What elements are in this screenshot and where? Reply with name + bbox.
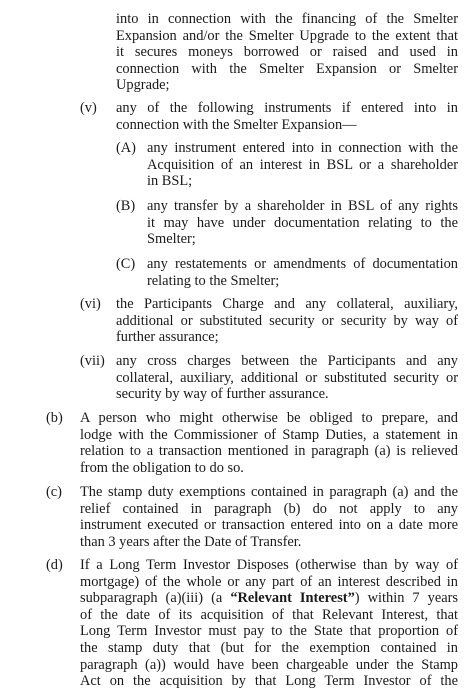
text-line: Long Term Investor must pay to the State that proportion of (80, 623, 458, 640)
text-line: it secures moneys borrowed or raised and used in (116, 44, 458, 61)
text-line: relating to the Smelter; (147, 272, 280, 289)
clause-text (116, 100, 458, 133)
text-fragment: subparagraph (a)(iii) (a (80, 590, 231, 607)
text-line: additional or substituted security or security by way of (116, 312, 458, 329)
text-line: of the date of its acquisition of that Relevant Interest, that (80, 606, 458, 623)
clause-label: (C) (116, 256, 136, 272)
text-line: the stamp duty that (but for the exemption contained in (80, 639, 458, 656)
clause-B (116, 198, 458, 248)
clause-iv-text (116, 11, 458, 94)
clause-text (116, 296, 458, 346)
text-line: the Participants Charge and any collateral, auxiliary, (116, 296, 458, 312)
clause-vi (80, 296, 458, 346)
paragraph-c (46, 484, 458, 550)
text-line: further assurance; (116, 329, 219, 346)
paragraph-label: (b) (46, 410, 63, 426)
text-line: Acquisition of an interest in BSL or a shareholder (147, 156, 458, 173)
clause-text (116, 353, 458, 403)
text-line: A person who might otherwise be obliged to prepare, and (80, 410, 458, 426)
clause-vii (80, 353, 458, 403)
paragraph-label: (c) (46, 484, 62, 500)
clause-v (80, 100, 458, 133)
paragraph-b (46, 410, 458, 476)
clause-C (116, 256, 458, 289)
text-fragment: ) within 7 years (354, 590, 459, 607)
text-line: into in connection with the financing of the Smelter (116, 11, 458, 27)
text-line: instrument executed or transaction entered into on a date more (80, 517, 458, 534)
text-line: any restatements or amendments of documentation (147, 256, 458, 272)
text-line: any instrument entered into in connection with the (147, 140, 458, 156)
text-line: Upgrade; (116, 77, 170, 94)
clause-label: (vi) (80, 296, 101, 312)
text-line: Expansion and/or the Smelter Upgrade to the extent that (116, 27, 458, 44)
text-line: mortgage) of the whole or any part of an interest described in (80, 573, 458, 590)
text-line: in BSL; (147, 173, 193, 190)
paragraph-label: (d) (46, 557, 63, 573)
paragraph-text (80, 484, 458, 550)
text-line: Smelter; (147, 231, 196, 248)
text-line: Act on the acquisition by that Long Term Investor of the (80, 673, 458, 690)
text-line: lodge with the Commissioner of Stamp Duties, a statement in (80, 426, 458, 443)
clause-label: (A) (116, 140, 136, 156)
text-line: any cross charges between the Participants and any (116, 353, 458, 369)
text-line: relief contained in paragraph (b) do not apply to any (80, 500, 458, 517)
text-line: connection with the Smelter Expansion— (116, 116, 357, 133)
text-line: collateral, auxiliary, additional or substituted security or (116, 369, 458, 386)
text-line: If a Long Term Investor Disposes (otherwise than by way of (80, 557, 458, 573)
text-line: than 3 years after the Date of Transfer. (80, 533, 302, 550)
clause-label: (v) (80, 100, 97, 116)
paragraph-d (46, 557, 458, 690)
text-line-with-defined-term (80, 590, 458, 607)
clause-label: (vii) (80, 353, 105, 369)
text-line: paragraph (a)) would have been chargeable under the Stamp (80, 656, 458, 673)
text-line: from the obligation to do so. (80, 459, 244, 476)
text-line: The stamp duty exemptions contained in paragraph (a) and the (80, 484, 458, 500)
paragraph-text (80, 557, 458, 690)
paragraph-text (80, 410, 458, 476)
clause-text (147, 198, 458, 248)
text-line: any transfer by a shareholder in BSL of any rights (147, 198, 458, 214)
clause-iv-continuation (116, 11, 458, 94)
clause-text (147, 256, 458, 289)
text-line: connection with the Smelter Expansion or Smelter (116, 60, 458, 77)
text-line: security by way of further assurance. (116, 386, 329, 403)
text-line: any of the following instruments if entered into in (116, 100, 458, 116)
defined-term: “Relevant Interest” (230, 590, 355, 607)
text-line: it may have under documentation relating to the (147, 214, 458, 231)
clause-A (116, 140, 458, 190)
clause-label: (B) (116, 198, 136, 214)
text-line: relation to a transaction mentioned in paragraph (a) is relieved (80, 443, 458, 460)
clause-text (147, 140, 458, 190)
